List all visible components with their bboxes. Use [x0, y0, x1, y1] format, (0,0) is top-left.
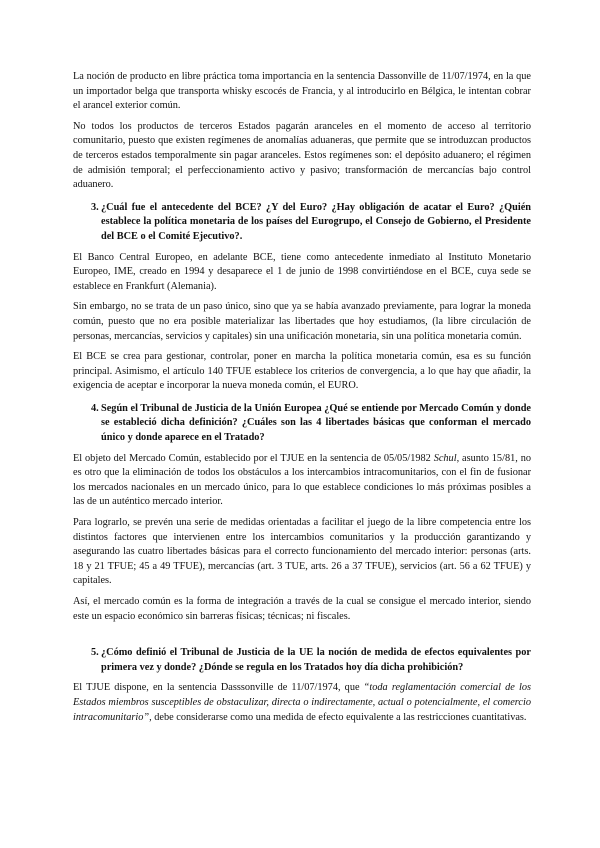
question-4-text: Según el Tribunal de Justicia de la Unión Europea ¿Qué se entiende por Mercado Común y donde se estableció dicha definición? ¿Cuáles son las 4 libertades básicas que conforman el mercado único y donde aparece en el Tratado?	[101, 402, 531, 444]
question-5-number: 5.	[91, 647, 99, 659]
question-4	[73, 402, 531, 446]
paragraph-mercado-comun-rest: asunto 15/81, no es otro que la eliminación de todos los obstáculos a los intercambios intracomunitarios, con el fin de fusionar los mercados nacionales en un mercado único, para lo que establece condiciones lo más próximas posibles a las de un auténtico mercado interior.	[73, 452, 531, 508]
question-3	[73, 201, 531, 245]
paragraph-moneda-comun: Sin embargo, no se trata de un paso único, sino que ya se había avanzado previamente, para lograr la moneda común, puesto que no era posible materializar las libertades que hoy estudiamos, (la libre circulación de personas, mercancías, servicios y capitales) sin una unificación monetaria, sin una política monetaria común.	[73, 301, 531, 342]
paragraph-regimenes-aduaneros: No todos los productos de terceros Estados pagarán aranceles en el momento de acceso al territorio comunitario, puesto que existen regímenes de anomalías aduaneras, que permite que se introduzcan productos de terceros estados temporalmente sin pagar aranceles. Estos regímenes son: el depósito aduanero; el régimen de admisión temporal; el perfeccionamiento activo y pasivo; transformación de mercancías bajo control aduanero.	[73, 120, 531, 191]
paragraph-mercado-comun	[73, 452, 531, 510]
dassonville-quote: “toda reglamentación comercial de los Estados miembros susceptibles de obstaculizar, directa o indirectamente, actual o potencialmente, el comercio intracomunitario”,	[73, 682, 531, 723]
question-3-number: 3.	[91, 201, 99, 213]
paragraph-dassonville	[73, 681, 531, 725]
paragraph-bce-antecedente: El Banco Central Europeo, en adelante BCE, tiene como antecedente inmediato al Instituto Monetario Europeo, IME, creado en 1994 y desaparece el 1 de junio de 1998 convirtiéndose en el BCE, cuya sede se establece en Frankfurt (Alemania).	[73, 251, 531, 292]
question-4-number: 4.	[91, 402, 99, 414]
paragraph-dassonville-intro: El TJUE dispone, en la sentencia Dasssonville de 11/07/1974, que	[73, 682, 364, 694]
question-5-text: ¿Cómo definió el Tribunal de Justicia de la UE la noción de medida de efectos equivalentes por primera vez y donde? ¿Dónde se regula en los Tratados hoy día dicha prohibición?	[101, 647, 531, 673]
question-5	[73, 646, 531, 675]
paragraph-mercado-comun-intro: El objeto del Mercado Común, establecido por el TJUE en la sentencia de 05/05/1982	[73, 452, 434, 464]
paragraph-dassonville-rest: debe considerarse como una medida de efecto equivalente a las restricciones cuantitativas.	[151, 711, 527, 723]
paragraph-producto-libre-practica: La noción de producto en libre práctica toma importancia en la sentencia Dassonville de 11/07/1974, en la que un importador belga que transporta whisky escocés de Francia, y al introducirlo en Bélgica, le intentan cobrar el arancel exterior común.	[73, 71, 531, 112]
document-page	[73, 70, 531, 731]
paragraph-mercado-interior: Así, el mercado común es la forma de integración a través de la cual se consigue el mercado interior, siendo este un espacio económico sin barreras físicas; técnicas; ni fiscales.	[73, 596, 531, 622]
paragraph-bce-funcion: El BCE se crea para gestionar, controlar, poner en marcha la política monetaria común, esa es su función principal. Asimismo, el artículo 140 TFUE establece los criterios de convergencia, a lo que hay que añadir, la exigencia de aceptar e incorporar la nueva moneda común, el EURO.	[73, 351, 531, 392]
question-3-text: ¿Cuál fue el antecedente del BCE? ¿Y del Euro? ¿Hay obligación de acatar el Euro? ¿Quién establece la política monetaria de los países del Eurogrupo, el Consejo de Gobierno, el Presidente del BCE o el Comité Ejecutivo?.	[101, 201, 531, 242]
case-name-schul: Schul,	[433, 452, 460, 464]
paragraph-cuatro-libertades: Para lograrlo, se prevén una serie de medidas orientadas a facilitar el juego de la libre competencia entre los distintos factores que intervienen entre los intercambios comunitarios y la producción garantizando y asegurando las cuatro libertades básicas para el correcto funcionamiento del mercado interior: personas (arts. 18 y 21 TFUE; 45 a 49 TFUE), mercancías (art. 3 TUE, arts. 26 a 37 TFUE), servicios (art. 56 a 62 TFUE) y capitales.	[73, 517, 531, 587]
